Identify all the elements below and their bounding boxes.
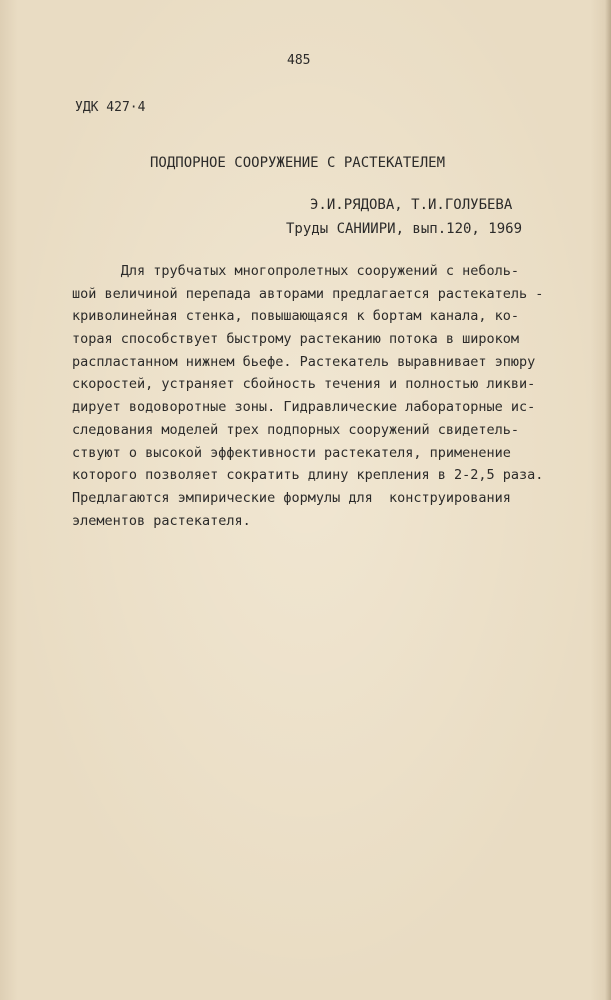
source-citation: Труды САНИИРИ, вып.120, 1969 xyxy=(286,221,523,237)
document-title: ПОДПОРНОЕ СООРУЖЕНИЕ С РАСТЕКАТЕЛЕМ xyxy=(150,155,446,171)
page-number: 485 xyxy=(287,53,311,68)
abstract-line: элементов растекателя. xyxy=(72,512,251,529)
abstract-line: скоростей, устраняет сбойность течения и полностью ликви- xyxy=(72,376,536,393)
page-edge-shadow xyxy=(605,0,611,1000)
abstract-line: торая способствует быстрому растеканию потока в широком xyxy=(72,331,520,348)
abstract-line: Предлагаются эмпирические формулы для конструирования xyxy=(72,489,511,506)
abstract-line: распластанном нижнем бьефе. Растекатель выравнивает эпюру xyxy=(72,353,536,370)
abstract-line: ствуют о высокой эффективности растекателя, применение xyxy=(72,444,511,461)
authors: Э.И.РЯДОВА, Т.И.ГОЛУБЕВА xyxy=(310,197,513,213)
abstract-line: которого позволяет сократить длину крепления в 2-2,5 раза. xyxy=(72,467,544,484)
abstract-line: криволинейная стенка, повышающаяся к бортам канала, ко- xyxy=(72,308,520,325)
abstract-line: Для трубчатых многопролетных сооружений с неболь- xyxy=(72,263,520,279)
abstract-line: шой величиной перепада авторами предлагается растекатель - xyxy=(72,285,544,302)
abstract-body xyxy=(72,260,542,532)
abstract-line: следования моделей трех подпорных сооружений свидетель- xyxy=(72,421,520,438)
udk-code: УДК 427·4 xyxy=(75,100,146,115)
abstract-line: дирует водоворотные зоны. Гидравлические лабораторные ис- xyxy=(72,399,536,416)
